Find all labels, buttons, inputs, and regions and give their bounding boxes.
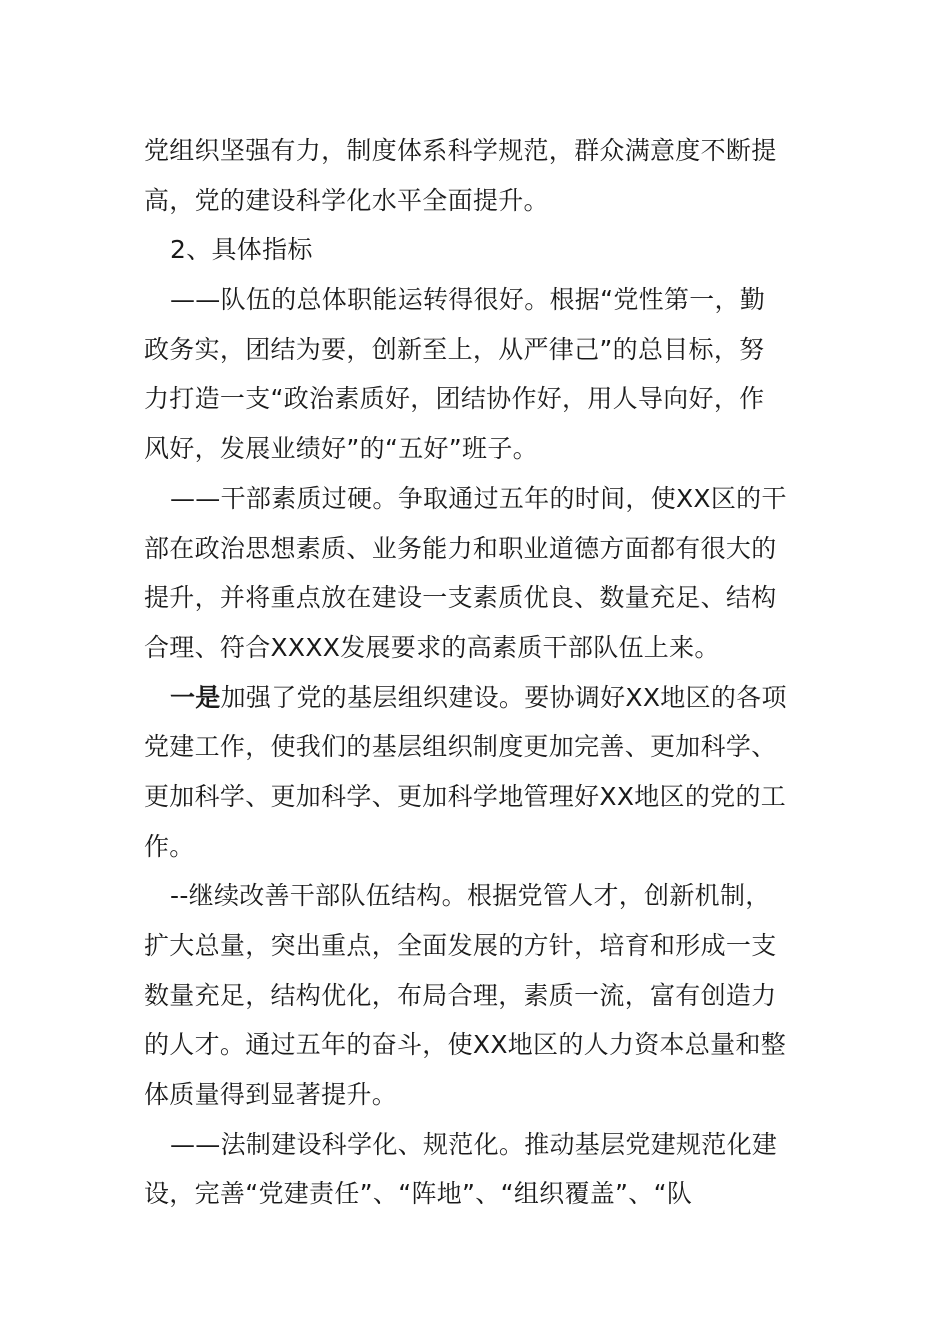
paragraph-line: 风好，发展业绩好”的“五好”班子。	[144, 434, 538, 464]
paragraph-line: --继续改善干部队伍结构。根据党管人才，创新机制，	[170, 881, 771, 911]
paragraph-line: 数量充足，结构优化，布局合理，素质一流，富有创造力	[144, 980, 777, 1010]
paragraph-line: 力打造一支“政治素质好，团结协作好，用人导向好，作	[144, 384, 765, 414]
paragraph-line: 政务实，团结为要，创新至上，从严律己”的总目标，努	[144, 334, 765, 364]
paragraph-line: ——法制建设科学化、规范化。推动基层党建规范化建	[170, 1129, 778, 1159]
paragraph-line: 高，党的建设科学化水平全面提升。	[144, 185, 549, 215]
paragraph-line: 党建工作，使我们的基层组织制度更加完善、更加科学、	[144, 732, 777, 762]
paragraph-line: 合理、符合XXXX发展要求的高素质干部队伍上来。	[144, 632, 720, 662]
paragraph-line: ——干部素质过硬。争取通过五年的时间，使XX区的干	[170, 483, 787, 513]
paragraph-line: 党组织坚强有力，制度体系科学规范，群众满意度不断提	[144, 136, 777, 165]
document-body	[144, 126, 808, 1219]
paragraph-line: 作。	[144, 831, 195, 861]
paragraph-line: ——队伍的总体职能运转得很好。根据“党性第一，勤	[170, 285, 766, 315]
paragraph-line: 部在政治思想素质、业务能力和职业道德方面都有很大的	[144, 533, 777, 563]
paragraph-line: 设，完善“党建责任”、“阵地”、“组织覆盖”、“队	[144, 1179, 693, 1209]
paragraph-line: 提升，并将重点放在建设一支素质优良、数量充足、结构	[144, 583, 777, 613]
bold-prefix: 一是	[170, 682, 221, 712]
paragraph-line: 体质量得到显著提升。	[144, 1080, 398, 1110]
section-heading: 2、具体指标	[170, 235, 313, 265]
paragraph-line-text: 加强了党的基层组织建设。要协调好XX地区的各项	[220, 682, 787, 712]
paragraph-line: 的人才。通过五年的奋斗，使XX地区的人力资本总量和整	[144, 1030, 787, 1060]
paragraph-line	[144, 673, 808, 723]
paragraph-line: 扩大总量，突出重点，全面发展的方针，培育和形成一支	[144, 931, 777, 960]
paragraph-line: 更加科学、更加科学、更加科学地管理好XX地区的党的工	[144, 781, 787, 811]
